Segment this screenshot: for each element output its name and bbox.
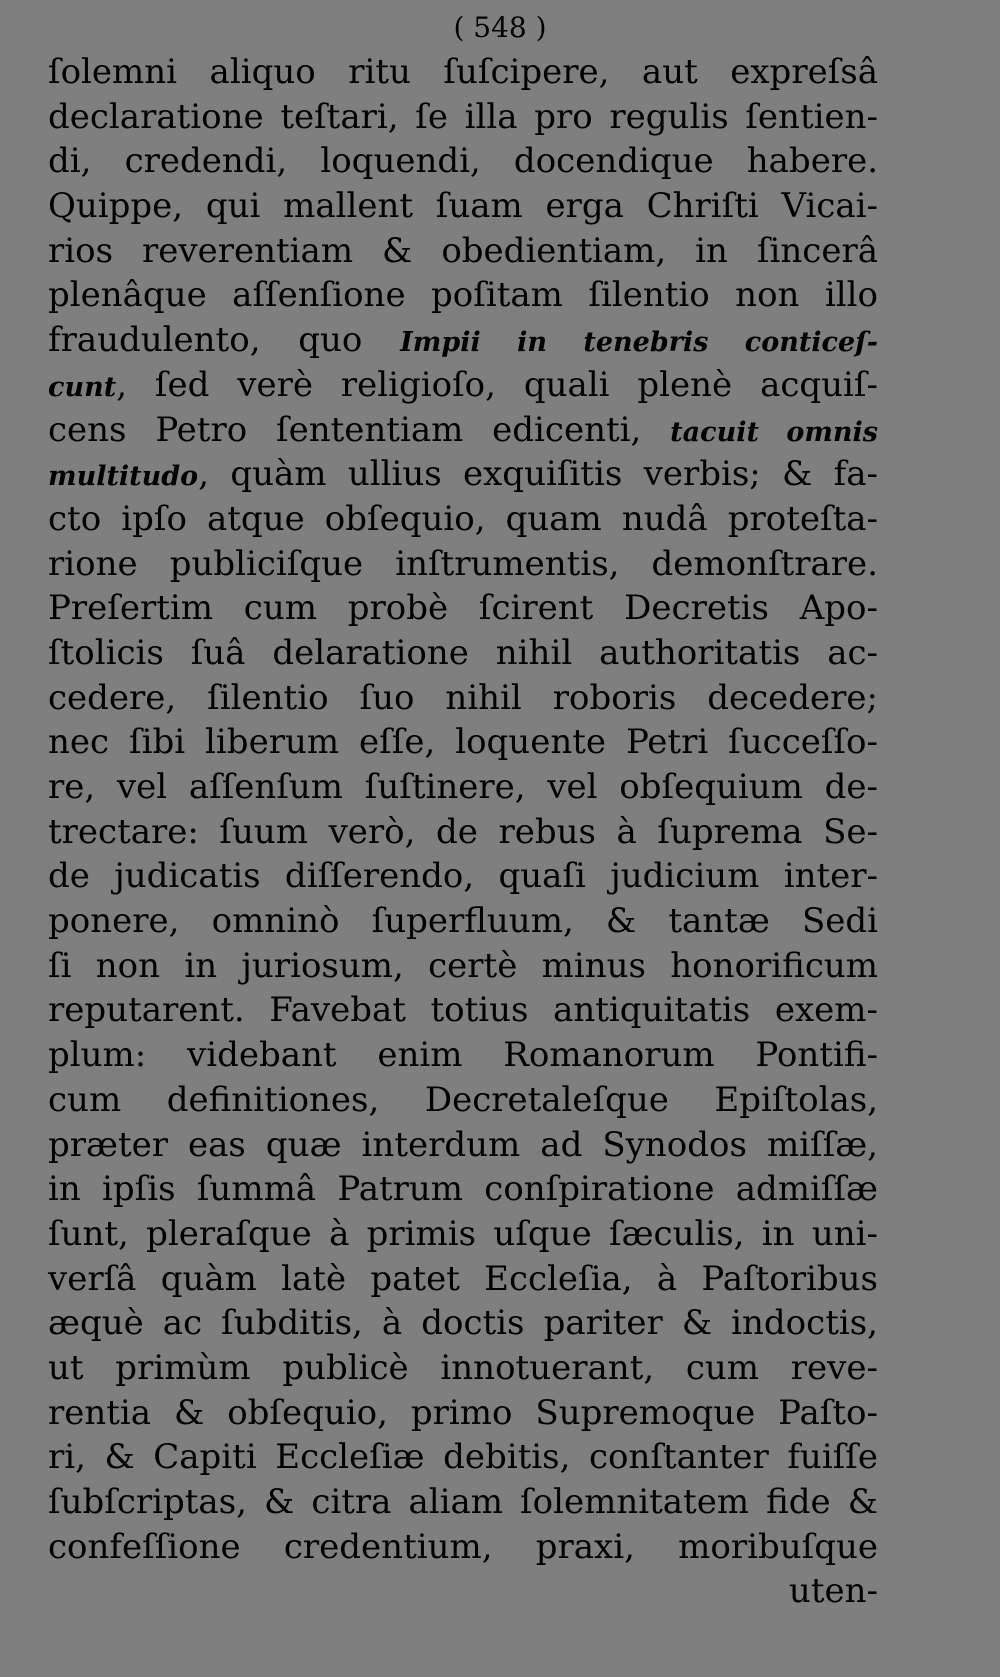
text-segment: ſolemni aliquo ritu ſuſcipere, aut expreſsâ <box>48 52 878 92</box>
text-line <box>48 944 878 989</box>
text-line <box>48 542 878 587</box>
text-line <box>48 586 878 631</box>
text-line <box>48 1167 878 1212</box>
text-segment: in ipſis ſummâ Patrum conſpiratione admiſſæ <box>48 1169 878 1210</box>
italic-text: cunt <box>48 371 117 403</box>
text-line <box>48 676 878 721</box>
text-segment: præter eas quæ interdum ad Synodos miſſæ, <box>48 1124 878 1165</box>
text-segment: ri, & Capiti Eccleſiæ debitis, conſtanter fuiſſe <box>48 1437 878 1478</box>
text-line <box>48 1078 878 1123</box>
text-segment: ut primùm publicè innotuerant, cum reve- <box>48 1347 878 1388</box>
text-segment: re, vel aſſenſum ſuſtinere, vel obſequium de- <box>48 767 878 807</box>
text-segment: nec ſibi liberum eſſe, loquente Petri ſucceſſo- <box>48 722 878 763</box>
text-line <box>48 1123 878 1168</box>
text-segment: rione publiciſque inſtrumentis, demonſtrare. <box>48 543 878 584</box>
text-segment: Quippe, qui mallent ſuam erga Chriſti Vicai- <box>48 186 878 227</box>
text-segment: cedere, ſilentio ſuo nihil roboris decedere; <box>48 677 878 718</box>
italic-text: Impii in tenebris conticeſ- <box>400 327 878 359</box>
text-line <box>48 363 878 408</box>
text-line <box>48 497 878 542</box>
text-segment: , quàm ullius exquiſitis verbis; & fa- <box>198 454 878 495</box>
text-line <box>48 318 878 363</box>
text-segment: cum definitiones, Decretaleſque Epiſtolas, <box>48 1079 878 1120</box>
text-segment: declaratione teſtari, ſe illa pro regulis ſentien- <box>48 96 878 137</box>
text-segment: ſubſcriptas, & citra aliam ſolemnitatem fide & <box>48 1482 878 1522</box>
text-segment: trectare: ſuum verò, de rebus à ſuprema Se- <box>48 811 878 852</box>
text-segment: cens Petro ſententiam edicenti, <box>48 409 671 450</box>
text-line <box>48 1391 878 1436</box>
text-segment: confeſſione credentium, praxi, moribuſque <box>48 1526 878 1567</box>
text-segment: ſi non in juriosum, certè minus honorificum <box>48 945 878 986</box>
text-segment: ſtolicis ſuâ delaratione nihil authoritatis ac- <box>48 632 878 673</box>
text-line <box>48 1212 878 1257</box>
text-line <box>48 139 878 184</box>
text-line <box>48 1033 878 1078</box>
text-line <box>48 720 878 765</box>
text-segment: ponere, omninò ſuperfluum, & tantæ Sedi <box>48 901 878 942</box>
text-segment: uten- <box>788 1571 878 1612</box>
text-segment: rios reverentiam & obedientiam, in ſincerâ <box>48 230 878 271</box>
text-segment: rentia & obſequio, primo Supremoque Paſto- <box>48 1392 878 1433</box>
text-line <box>48 765 878 810</box>
text-line <box>48 631 878 676</box>
text-segment: reputarent. Favebat totius antiquitatis exem- <box>48 990 878 1031</box>
text-line <box>48 1301 878 1346</box>
text-line <box>48 1435 878 1480</box>
text-line <box>48 1569 878 1614</box>
text-line <box>48 988 878 1033</box>
text-line <box>48 1525 878 1570</box>
text-segment: de judicatis diſſerendo, quaſi judicium inter- <box>48 856 878 897</box>
italic-text: multitudo <box>48 461 199 493</box>
text-line <box>48 1257 878 1302</box>
text-segment: plum: videbant enim Romanorum Pontifi- <box>48 1035 878 1076</box>
text-line <box>48 810 878 855</box>
text-line <box>48 899 878 944</box>
text-segment: æquè ac ſubditis, à doctis pariter & indoctis, <box>48 1303 878 1344</box>
text-segment: di, credendi, loquendi, docendique habere. <box>48 141 878 182</box>
text-segment: verſâ quàm latè patet Eccleſia, à Paſtoribus <box>48 1258 878 1299</box>
text-line <box>48 95 878 140</box>
text-line <box>48 408 878 453</box>
text-line <box>48 854 878 899</box>
text-line <box>48 1480 878 1525</box>
text-line <box>48 273 878 318</box>
italic-text: tacuit omnis <box>670 416 878 448</box>
text-segment: , ſed verè religioſo, quali plenè acquiſ- <box>116 364 878 405</box>
body-text <box>48 50 878 1614</box>
page-number: ( 548 ) <box>453 11 547 44</box>
text-line <box>48 50 878 95</box>
text-segment: Preſertim cum probè ſcirent Decretis Apo- <box>48 588 878 629</box>
text-line <box>48 452 878 497</box>
text-line <box>48 184 878 229</box>
text-segment: fraudulento, quo <box>48 320 401 361</box>
text-segment: ſunt, pleraſque à primis uſque ſæculis, in uni- <box>48 1213 878 1254</box>
text-line <box>48 1346 878 1391</box>
text-line <box>48 229 878 274</box>
text-segment: plenâque aſſenſione poſitam ſilentio non illo <box>48 275 878 316</box>
text-segment: cto ipſo atque obſequio, quam nudâ proteſta- <box>48 498 878 539</box>
